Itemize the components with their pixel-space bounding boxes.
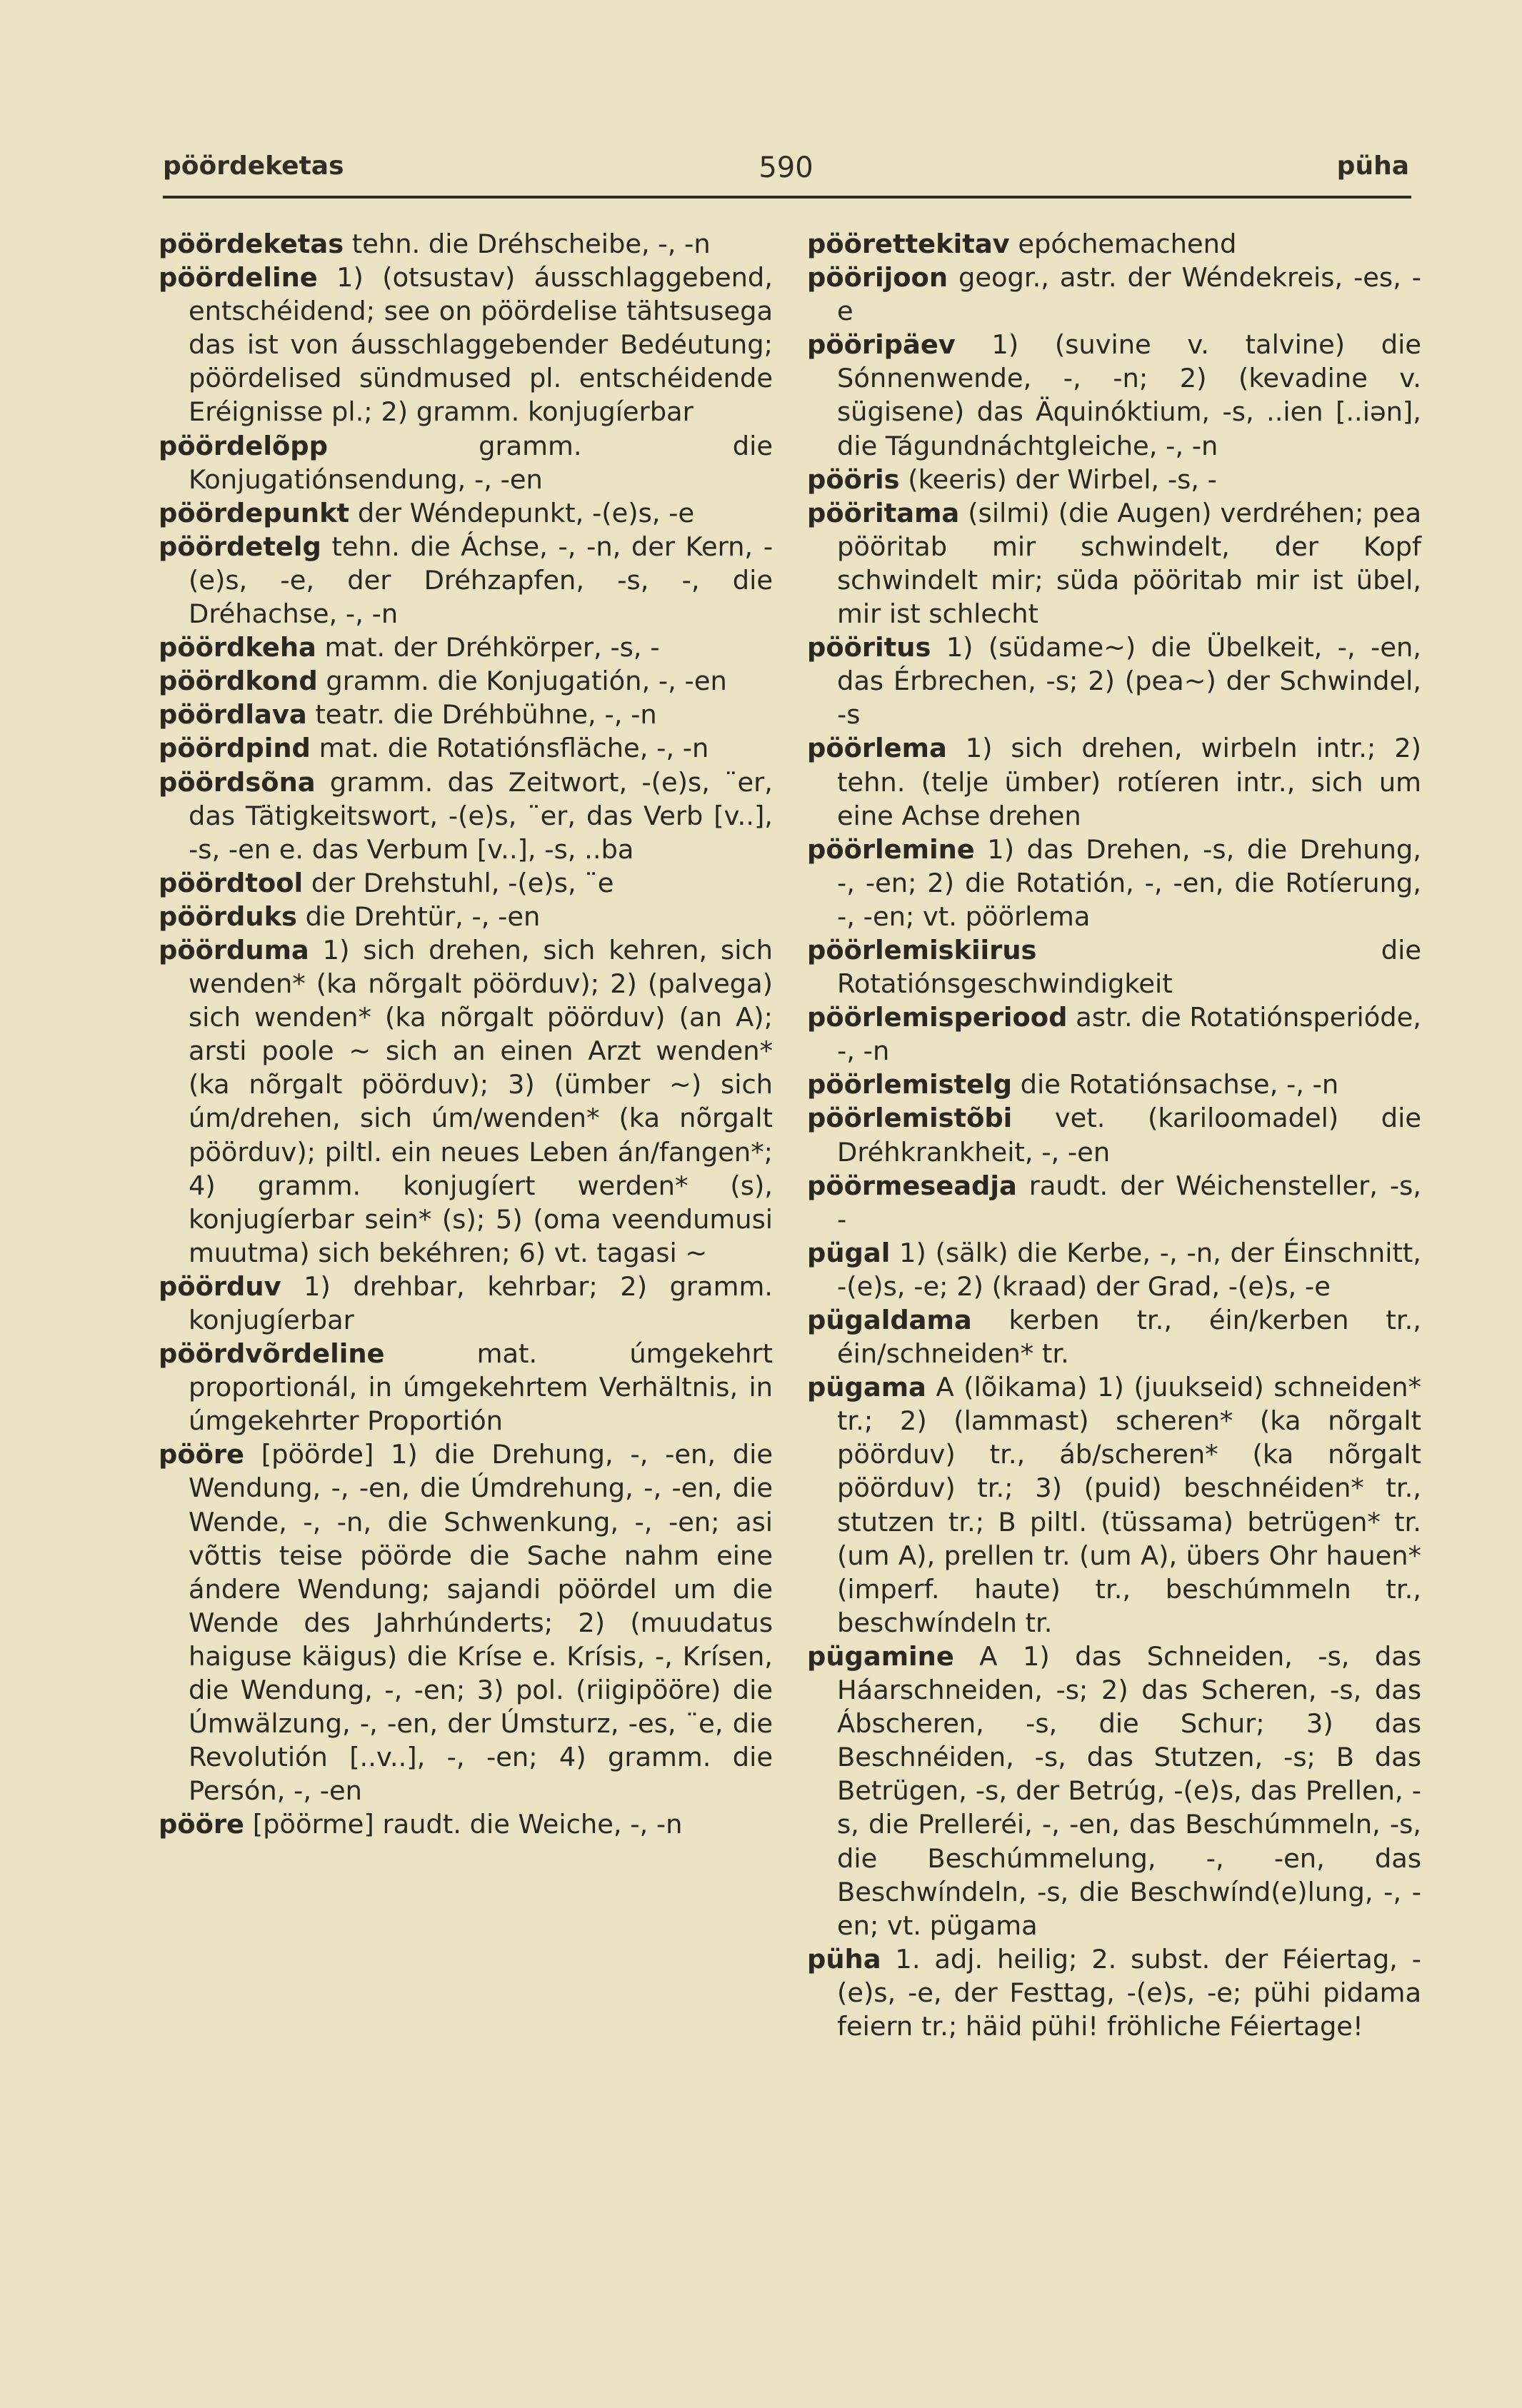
left-column [159,227,773,1842]
page-number: 590 [759,151,813,184]
headword: pööritama [807,497,960,528]
dictionary-entry [159,1270,773,1337]
dictionary-entry [807,496,1421,631]
dictionary-entry [159,530,773,631]
dictionary-entry [807,227,1421,261]
headword: pöörlemistõbi [807,1103,1013,1134]
dictionary-entry [159,1438,773,1807]
entry-body: 1) sich drehen, sich kehren, sich wenden* (ka nõrgalt pöörduv); 2) (palvega) sich wenden* (ka nõrgalt pöörduv) (an A); arsti poole ~ sich an einen Arzt wenden* (ka nõrgalt pöörduv); 3) (ümber ~) sich úm/drehen, sich úm/wenden* (ka nõrgalt pöörduv); piltl. ein neues Leben án/fangen*; 4) gramm. konjugíert werden* (s), konjugíerbar sein* (s); 5) (oma veendumusi muutma) sich bekéhren; 6) vt. tagasi ~ [189,934,773,1268]
entry-body: vet. (kariloomadel) die Dréhkrankheit, -, -en [837,1103,1421,1168]
headword: pöördeketas [159,229,344,259]
entry-body: [pöörme] raudt. die Weiche, -, -n [244,1809,683,1840]
entry-body: 1) sich drehen, wirbeln intr.; 2) tehn. (telje ümber) rotíeren intr., sich um eine Achse drehen [837,733,1421,831]
right-column [807,227,1421,2043]
dictionary-entry [159,429,773,496]
dictionary-entry [159,631,773,664]
headword: pügaldama [807,1305,972,1335]
headword: pöörlemisperiood [807,1002,1068,1033]
entry-body: gramm. das Zeitwort, -(e)s, ¨er, das Tätigkeitswort, -(e)s, ¨er, das Verb [v..], -s, -en e. das Verbum [v..], -s, ..ba [189,766,773,865]
header-rule [163,196,1411,199]
headword: pöörmeseadja [807,1170,1017,1201]
headword: pööritus [807,632,931,663]
entry-body: A (lõikama) 1) (juukseid) schneiden* tr.; 2) (lammast) scheren* (ka nõrgalt pöörduv) tr., áb/scheren* (ka nõrgalt pöörduv) tr.; 3) (puid) beschnéiden* tr., stutzen tr.; B piltl. (tüssama) betrügen* tr. (um A), prellen tr. (um A), übers Ohr hauen* (imperf. haute) tr., beschúmmeln tr., beschwíndeln tr. [837,1372,1421,1638]
dictionary-entry [159,731,773,765]
entry-body: 1) drehbar, kehrbar; 2) gramm. konjugíerbar [189,1270,773,1335]
headword: pöördpind [159,733,311,764]
headword: pöördelõpp [159,430,328,461]
headword: pügal [807,1237,891,1268]
dictionary-entry [807,1068,1421,1101]
entry-body: tehn. die Áchse, -, -n, der Kern, -(e)s, -e, der Dréhzapfen, -s, -, die Dréhachse, -, -n [189,531,773,630]
entry-body: 1) das Drehen, -s, die Drehung, -, -en; 2) die Rotatión, -, -en, die Rotíerung, -, -en; vt. pöörlema [837,833,1421,932]
dictionary-entry [159,900,773,933]
entry-body: mat. der Dréhkörper, -s, - [316,632,660,663]
entry-body: [pöörde] 1) die Drehung, -, -en, die Wendung, -, -en, die Úmdrehung, -, -en, die Wende, -, -n, die Schwenkung, -, -en; asi võttis teise pöörde die Sache nahm eine ándere Wendung; sajandi pöördel um die Wende des Jahrhúnderts; 2) (muudatus haiguse käigus) die Kríse e. Krísis, -, Krísen, die Wendung, -, -en; 3) pol. (riigipööre) die Úmwälzung, -, -en, der Úmsturz, -es, ¨e, die Revolutión [..v..], -, -en; 4) gramm. die Persón, -, -en [189,1439,773,1807]
entry-body: geogr., astr. der Wéndekreis, -es, -e [837,262,1421,327]
entry-body: die Rotatiónsachse, -, -n [1011,1069,1339,1100]
dictionary-entry [807,1236,1421,1303]
headword: püha [807,1943,881,1975]
headword: pöörlemine [807,833,975,865]
entry-body: der Drehstuhl, -(e)s, ¨e [303,867,614,898]
dictionary-entry [159,1337,773,1438]
entry-body: die Drehtür, -, -en [296,901,541,932]
entry-body: die Rotatiónsgeschwindigkeit [837,934,1421,1000]
headword: pööre [159,1439,245,1470]
entry-body: epóchemachend [1009,229,1237,259]
entry-body: astr. die Rotatiónsperióde, -, -n [837,1002,1421,1067]
entry-body: 1. adj. heilig; 2. subst. der Féiertag, -(e)s, -e, der Festtag, -(e)s, -e; pühi pidama feiern tr.; häid pühi! fröhliche Féiertage! [837,1943,1421,2042]
entry-body: tehn. die Dréhscheibe, -, -n [344,229,711,259]
entry-body: mat. úmgekehrt proportionál, in úmgekehrtem Verhältnis, in úmgekehrter Proportión [189,1338,773,1437]
entry-body: 1) (sälk) die Kerbe, -, -n, der Éinschnitt, -(e)s, -e; 2) (kraad) der Grad, -(e)s, -e [837,1237,1421,1302]
headword: pöördvõrdeline [159,1338,385,1370]
dictionary-entry [807,1101,1421,1168]
header-last-entry: püha [1336,151,1409,181]
headword: pöördeline [159,262,318,294]
dictionary-entry [807,933,1421,1000]
headword: pöörduv [159,1270,281,1302]
headword: pöörlemiskiirus [807,934,1037,965]
entry-body: teatr. die Dréhbühne, -, -n [306,699,657,731]
entry-body: 1) (südame~) die Übelkeit, -, -en, das Érbrechen, -s; 2) (pea~) der Schwindel, -s [837,632,1421,731]
dictionary-entry [159,766,773,866]
dictionary-entry [159,227,773,261]
dictionary-entry [807,1303,1421,1370]
dictionary-entry [807,261,1421,328]
headword: pöörlemistelg [807,1069,1012,1100]
entry-body: 1) (suvine v. talvine) die Sónnenwende, -, -n; 2) (kevadine v. sügisene) das Äquinóktium, -s, ..ien [..iən], die Tágundnáchtgleiche, -, -n [837,329,1421,461]
headword: pöördkond [159,666,318,697]
dictionary-entry [159,866,773,900]
dictionary-entry [807,631,1421,731]
headword: pöördtool [159,867,304,898]
dictionary-entry [807,731,1421,832]
entry-body: gramm. die Konjugatiónsendung, -, -en [189,430,773,495]
dictionary-entry [807,1370,1421,1640]
entry-body: mat. die Rotatiónsfläche, -, -n [310,733,709,764]
entry-body: A 1) das Schneiden, -s, das Háarschneiden, -s; 2) das Scheren, -s, das Ábscheren, -s, die Schur; 3) das Beschnéiden, -s, das Stutzen, -s; B das Betrügen, -s, der Betrúg, -(e)s, das Prellen, -s, die Prelleréi, -, -en, das Beschúmmeln, -s, die Beschúmmelung, -, -en, das Beschwíndeln, -s, die Beschwínd(e)lung, -, -en; vt. pügama [837,1640,1421,1941]
dictionary-entry [807,328,1421,462]
entry-body: gramm. die Konjugatión, -, -en [317,666,727,697]
entry-body: (silmi) (die Augen) verdréhen; pea pööritab mir schwindelt, der Kopf schwindelt mir; süda pööritab mir ist übel, mir ist schlecht [837,497,1421,630]
headword: pöörduma [159,934,309,965]
entry-body: kerben tr., éin/kerben tr., éin/schneiden* tr. [837,1305,1421,1370]
headword: pöörduks [159,901,297,932]
headword: pööre [159,1809,245,1840]
headword: pöördkeha [159,632,316,663]
dictionary-entry [807,1169,1421,1236]
dictionary-entry [159,261,773,428]
headword: pöördepunkt [159,497,350,528]
entry-body: 1) (otsustav) áusschlaggebend, entschéidend; see on pöördelise tähtsusega das ist von áusschlaggebender Bedéutung; pöördelised sündmused pl. entschéidende Eréignisse pl.; 2) gramm. konjugíerbar [189,262,773,428]
entry-body: (keeris) der Wirbel, -s, - [899,463,1217,495]
dictionary-entry [159,933,773,1270]
headword: pööripäev [807,329,956,361]
headword: pügamine [807,1640,954,1672]
entry-body: der Wéndepunkt, -(e)s, -e [349,497,695,528]
dictionary-entry [807,1000,1421,1068]
headword: pöörijoon [807,262,948,294]
headword: pöördetelg [159,531,321,562]
dictionary-entry [159,496,773,530]
dictionary-entry [807,463,1421,496]
dictionary-entry [159,1807,773,1841]
header-first-entry: pöördeketas [163,151,344,181]
headword: pügama [807,1372,926,1403]
dictionary-entry [807,833,1421,933]
page-header [163,151,1409,196]
headword: pöörettekitav [807,229,1010,259]
dictionary-entry [159,698,773,731]
dictionary-entry [159,664,773,698]
headword: pöördsõna [159,766,316,798]
dictionary-entry [807,1640,1421,1942]
dictionary-entry [807,1942,1421,2043]
headword: pööris [807,463,900,495]
headword: pöörlema [807,733,947,764]
entry-body: raudt. der Wéichensteller, -s, - [837,1170,1421,1235]
headword: pöördlava [159,699,307,731]
